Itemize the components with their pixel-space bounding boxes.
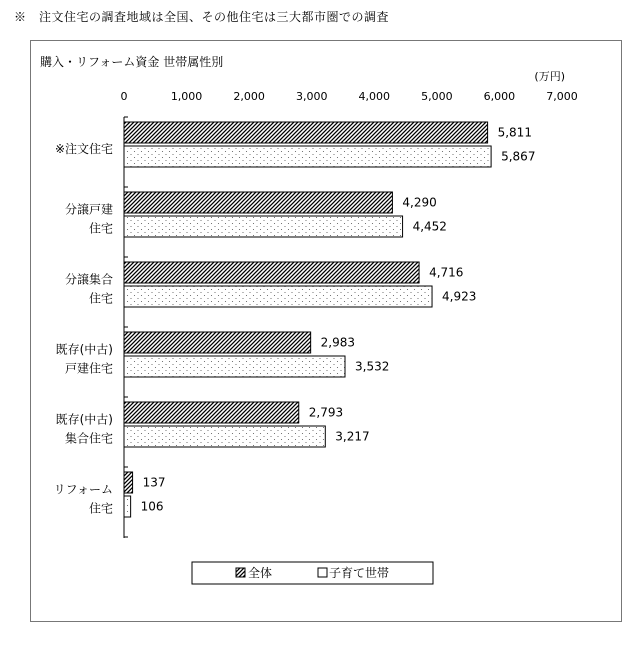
x-tick-label: 1,000 <box>170 90 203 103</box>
x-tick-label: 6,000 <box>483 90 516 103</box>
bar-overall <box>124 402 299 423</box>
chart-title: 購入・リフォーム資金 世帯属性別 <box>40 55 224 69</box>
data-label: 4,452 <box>412 219 447 234</box>
category-label: ※注文住宅 <box>54 142 113 156</box>
category-label: 住宅 <box>88 291 113 306</box>
bar-child-rearing <box>124 286 432 307</box>
x-tick-label: 7,000 <box>546 90 578 103</box>
data-label: 106 <box>140 499 164 514</box>
data-label: 4,923 <box>442 289 477 304</box>
bar-overall <box>124 332 311 353</box>
data-label: 3,217 <box>335 429 370 444</box>
category-label: 分譲集合 <box>64 272 113 287</box>
category-label: 集合住宅 <box>64 431 113 446</box>
bar-overall <box>124 472 133 493</box>
x-tick-label: 0 <box>120 90 128 103</box>
category-label: リフォーム <box>53 482 113 497</box>
bar-overall <box>124 262 419 283</box>
data-label: 5,811 <box>497 125 532 140</box>
legend-label-overall: 全体 <box>248 566 273 580</box>
x-tick-label: 4,000 <box>358 90 391 103</box>
category-label: 戸建住宅 <box>64 361 113 376</box>
bar-overall <box>124 122 488 143</box>
category-label: 住宅 <box>88 221 113 236</box>
legend-label-child-rearing: 子育て世帯 <box>329 566 390 580</box>
category-label: 住宅 <box>88 501 113 516</box>
data-label: 137 <box>142 475 166 490</box>
data-label: 4,290 <box>402 195 437 210</box>
unit-label: (万円) <box>534 70 565 83</box>
legend-swatch-overall <box>236 568 245 577</box>
category-label: 分譲戸建 <box>64 202 113 217</box>
x-tick-label: 2,000 <box>233 90 265 103</box>
bar-child-rearing <box>124 216 403 237</box>
bar-child-rearing <box>124 426 325 447</box>
data-label: 5,867 <box>501 149 536 164</box>
data-label: 3,532 <box>355 359 390 374</box>
legend-swatch-child-rearing <box>318 568 327 577</box>
bar-child-rearing <box>124 146 491 167</box>
category-label: 既存(中古) <box>55 412 113 427</box>
category-label: 既存(中古) <box>55 342 113 357</box>
bar-child-rearing <box>124 356 345 377</box>
x-tick-label: 3,000 <box>295 90 328 103</box>
legend-box <box>192 562 433 584</box>
bar-child-rearing <box>124 496 131 517</box>
bar-overall <box>124 192 392 213</box>
data-label: 2,983 <box>320 335 356 350</box>
data-label: 4,716 <box>429 265 464 280</box>
survey-note: ※ 注文住宅の調査地域は全国、その他住宅は三大都市圏での調査 <box>14 10 390 24</box>
x-tick-label: 5,000 <box>421 90 453 103</box>
data-label: 2,793 <box>308 405 344 420</box>
